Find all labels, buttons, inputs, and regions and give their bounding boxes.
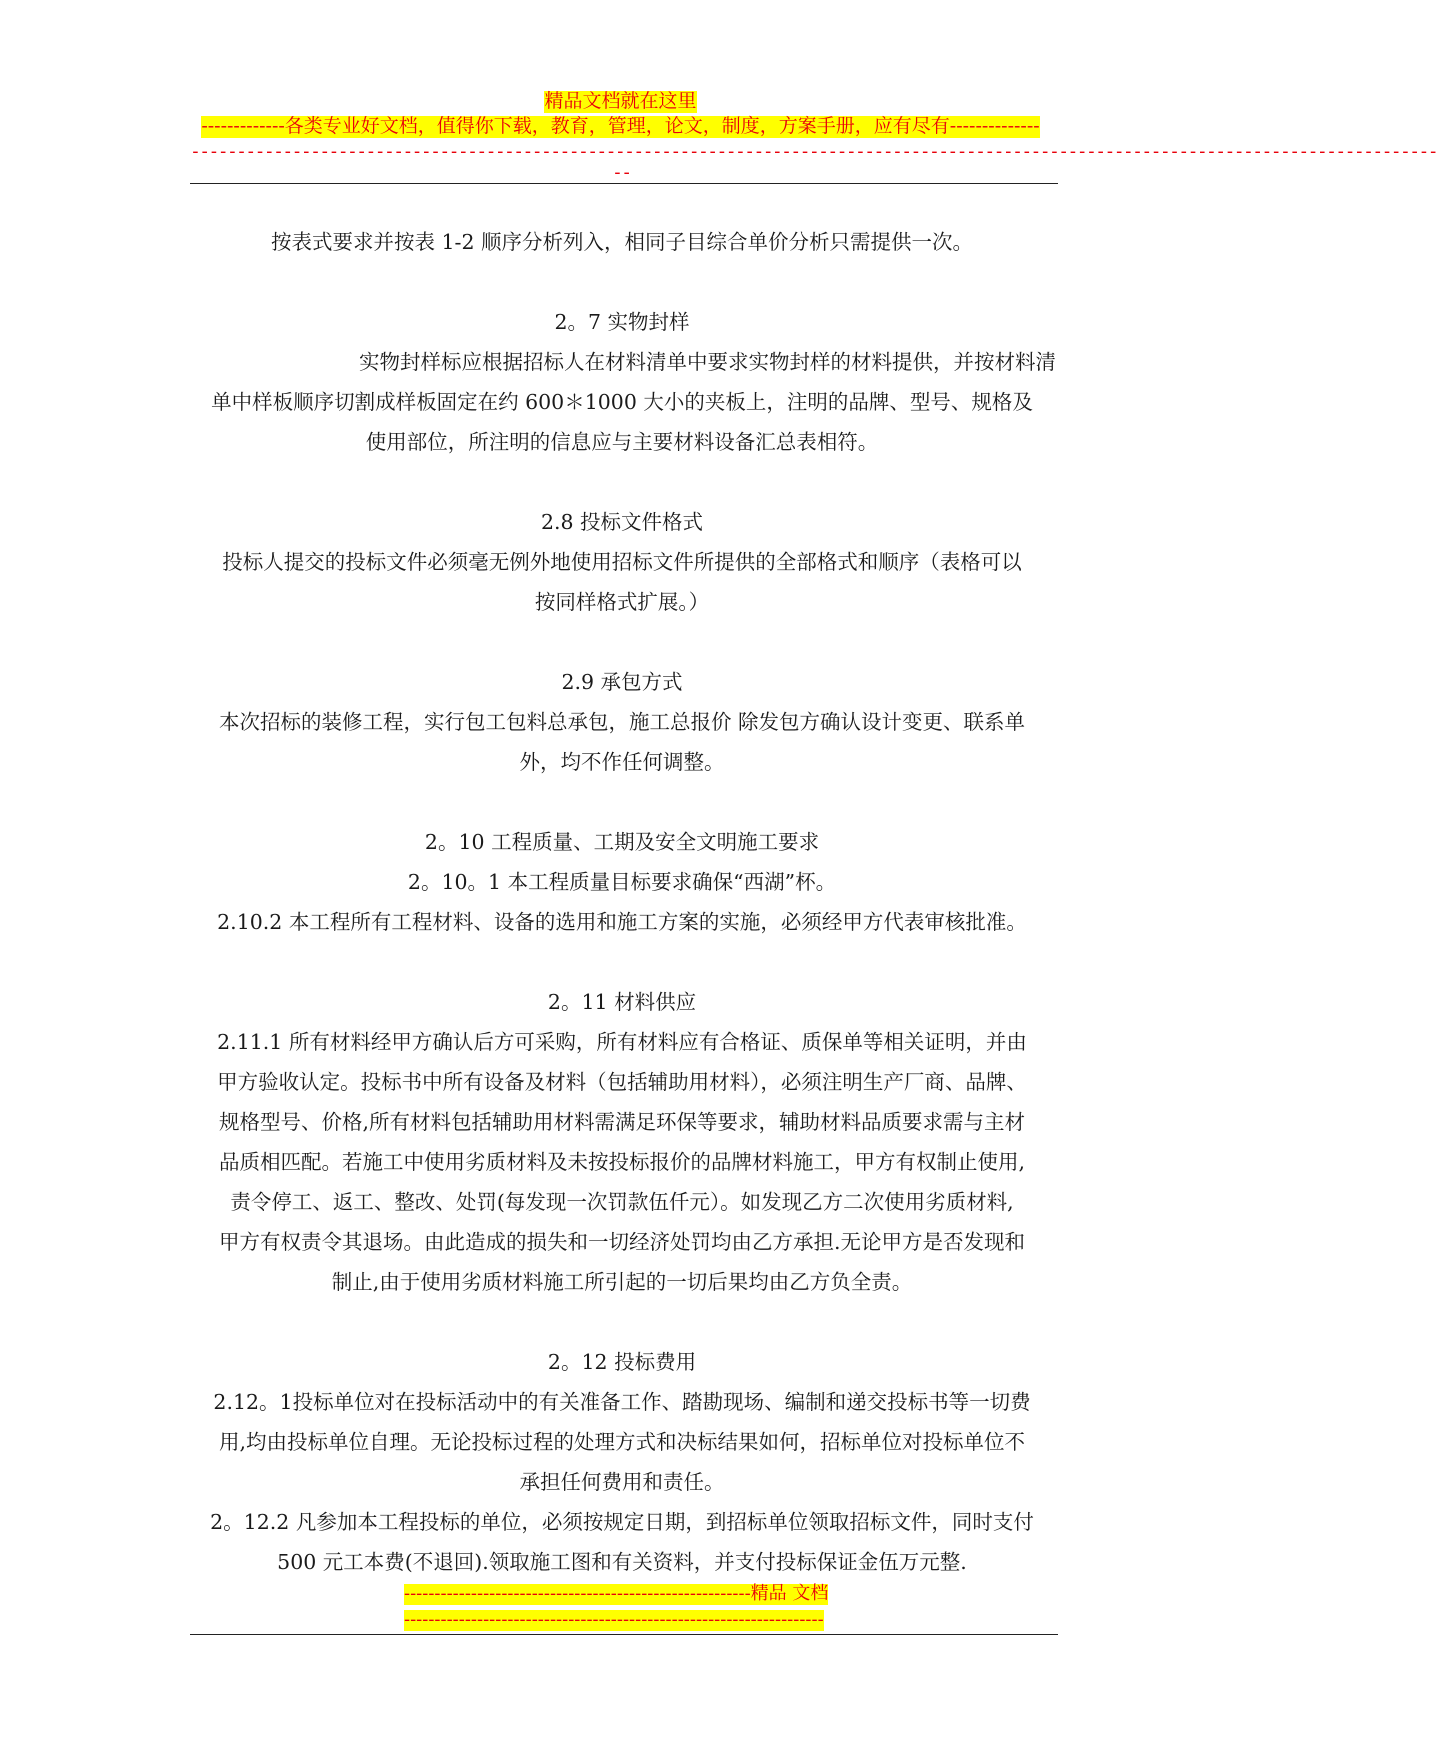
section-2-8-title: 2.8 投标文件格式 (540, 510, 704, 534)
section-2-11-line-2: 甲方验收认定。投标书中所有设备及材料（包括辅助用材料），必须注明生产厂商、品牌、 (217, 1070, 1027, 1094)
section-2-7-line-2: 单中样板顺序切割成样板固定在约 600＊1000 大小的夹板上，注明的品牌、型号、规格及 (211, 390, 1033, 414)
intro-paragraph: 按表式要求并按表 1-2 顺序分析列入，相同子目综合单价分析只需提供一次。 (270, 230, 974, 254)
section-2-8-line-1: 投标人提交的投标文件必须毫无例外地使用招标文件所提供的全部格式和顺序（表格可以 (222, 550, 1022, 574)
header-tagline (0, 115, 1241, 138)
header-rule (190, 183, 1058, 184)
footer-rule (190, 1634, 1058, 1635)
section-2-9-line-1: 本次招标的装修工程，实行包工包料总承包，施工总报价 除发包方确认设计变更、联系单 (218, 710, 1025, 734)
section-2-7-title: 2。7 实物封样 (554, 310, 690, 334)
header-dash-line: --------------------------------------------------------------------------------------------------------------------------------------- (190, 141, 1437, 162)
spacer (188, 462, 1056, 502)
footer-line-1 (404, 1583, 828, 1605)
section-2-10-1: 2。10。1 本工程质量目标要求确保“西湖”杯。 (407, 870, 837, 894)
footer-line-1-text: ---------------------------------------------------------精品 文档 (404, 1583, 829, 1604)
spacer (188, 262, 1056, 302)
header-tagline-text: -------------各类专业好文档，值得你下载，教育，管理，论文，制度，方案手册，应有尽有-------------- (201, 115, 1040, 137)
footer-line-2-text: --------------------------------------------------------------------- (404, 1609, 824, 1630)
section-2-7-line-3: 使用部位，所注明的信息应与主要材料设备汇总表相符。 (365, 430, 879, 454)
section-2-9-title: 2.9 承包方式 (561, 670, 683, 694)
spacer (188, 622, 1056, 662)
section-2-12-1-line-1: 2.12。1投标单位对在投标活动中的有关准备工作、踏勘现场、编制和递交投标书等一切费 (213, 1390, 1031, 1414)
section-2-11-line-4: 品质相匹配。若施工中使用劣质材料及未按投标报价的品牌材料施工，甲方有权制止使用, (218, 1150, 1025, 1174)
section-2-12-title: 2。12 投标费用 (547, 1350, 697, 1374)
section-2-12-2-line-1: 2。12.2 凡参加本工程投标的单位，必须按规定日期，到招标单位领取招标文件，同时支付 (210, 1510, 1034, 1534)
header-title-text: 精品文档就在这里 (544, 90, 697, 112)
section-2-11-line-1: 2.11.1 所有材料经甲方确认后方可采购，所有材料应有合格证、质保单等相关证明，并由 (217, 1030, 1027, 1054)
header-title (0, 90, 1241, 113)
header-dash-tail: -- (612, 162, 631, 183)
section-2-9-line-2: 外，均不作任何调整。 (519, 750, 725, 774)
section-2-11-line-6: 甲方有权责令其退场。由此造成的损失和一切经济处罚均由乙方承担.无论甲方是否发现和 (218, 1230, 1025, 1254)
section-2-8-line-2: 按同样格式扩展。） (534, 590, 710, 614)
footer-line-2 (404, 1609, 824, 1631)
section-2-7-line-1: 实物封样标应根据招标人在材料清单中要求实物封样的材料提供，并按材料清 (359, 350, 1056, 374)
section-2-12-1-line-2: 用,均由投标单位自理。无论投标过程的处理方式和决标结果如何，招标单位对投标单位不 (218, 1430, 1025, 1454)
spacer (188, 942, 1056, 982)
section-2-11-title: 2。11 材料供应 (547, 990, 697, 1014)
section-2-10-title: 2。10 工程质量、工期及安全文明施工要求 (424, 830, 820, 854)
section-2-11-line-3: 规格型号、价格,所有材料包括辅助用材料需满足环保等要求，辅助材料品质要求需与主材 (218, 1110, 1025, 1134)
document-body (188, 222, 1056, 1582)
spacer (188, 1302, 1056, 1342)
section-2-10-2: 2.10.2 本工程所有工程材料、设备的选用和施工方案的实施，必须经甲方代表审核批准。 (217, 910, 1027, 934)
section-2-11-line-7: 制止,由于使用劣质材料施工所引起的一切后果均由乙方负全责。 (331, 1270, 913, 1294)
spacer (188, 782, 1056, 822)
section-2-12-1-line-3: 承担任何费用和责任。 (519, 1470, 725, 1494)
section-2-12-2-line-2: 500 元工本费(不退回).领取施工图和有关资料，并支付投标保证金伍万元整. (277, 1550, 967, 1574)
section-2-11-line-5: 责令停工、返工、整改、处罚(每发现一次罚款伍仟元）。如发现乙方二次使用劣质材料, (230, 1190, 1014, 1214)
